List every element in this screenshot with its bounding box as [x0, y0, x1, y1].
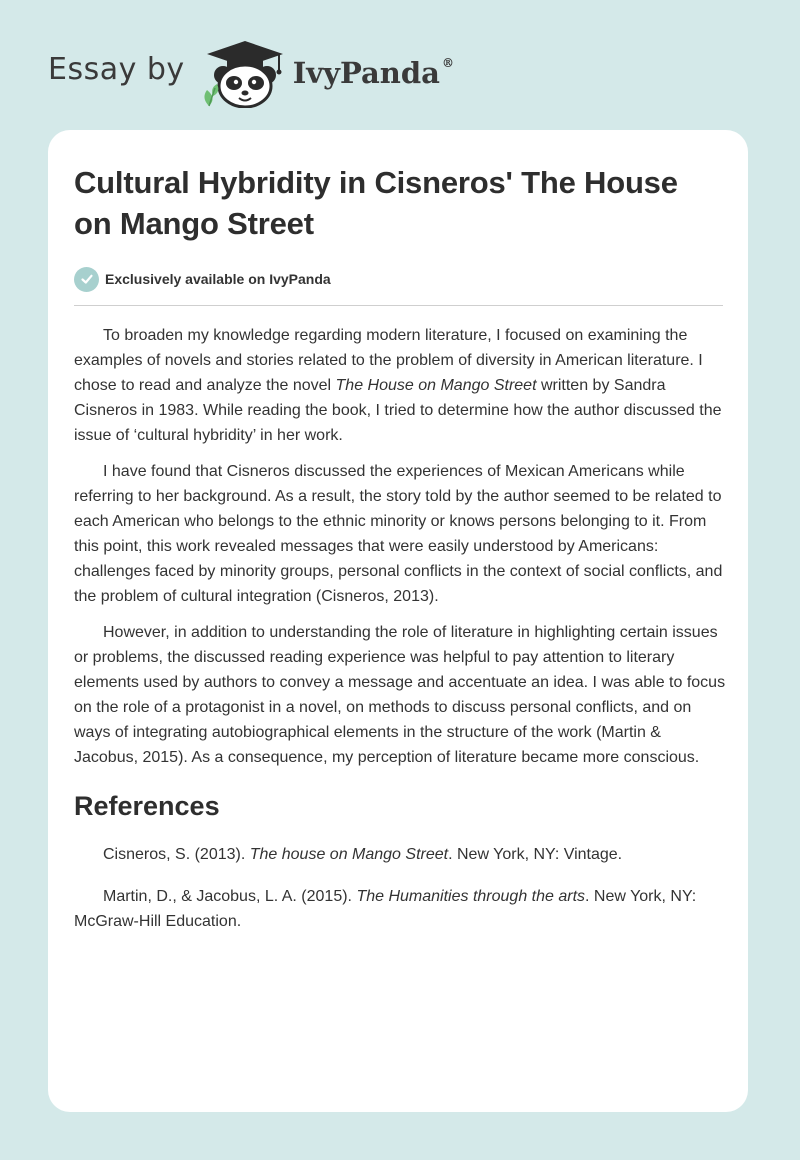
text-segment: Cisneros, S. (2013). — [103, 846, 250, 863]
registered-mark: ® — [441, 56, 454, 70]
title-divider — [74, 305, 723, 306]
italic-title-text: The house on Mango Street — [249, 846, 449, 863]
text-segment: However, in addition to understanding the role of literature in highlighting certain issues or problems, the discussed reading experience was helpful to pay attention to literary elements used by authors to convey a message and accentuate an idea. I was able to focus on the role of a protagonist in a novel, on methods to discuss personal conflicts, and on ways of integrating autobiographical elements in the structure of the work (Martin & Jacobus, 2015). As a consequence, my perception of literature became more conscious. — [74, 624, 726, 766]
references-heading: References — [74, 791, 220, 821]
exclusive-badge — [74, 266, 722, 292]
essay-paragraph — [74, 323, 726, 448]
panda-graduate-logo-icon[interactable] — [199, 38, 291, 108]
checkmark-icon — [74, 267, 99, 292]
text-segment: I have found that Cisneros discussed the experiences of Mexican Americans while referring to her background. As a result, the story told by the author seemed to be related to each American who belongs to the ethnic minority or knows persons belonging to it. From this point, this work revealed messages that were easily understood by Americans: challenges faced by minority groups, personal conflicts in the context of social conflicts, and the problem of cultural integration (Cisneros, 2013). — [74, 463, 723, 605]
reference-item — [74, 842, 726, 867]
essay-title: Cultural Hybridity in Cisneros' The House on Mango Street — [74, 165, 678, 241]
essay-card — [48, 130, 748, 1112]
text-segment: Martin, D., & Jacobus, L. A. (2015). — [103, 888, 357, 905]
text-segment: . New York, NY: McGraw-Hill Education. — [74, 888, 697, 930]
site-header — [48, 38, 454, 108]
text-segment: . New York, NY: Vintage. — [448, 846, 623, 863]
brand-label: IvyPanda — [292, 56, 440, 90]
text-segment: To broaden my knowledge regarding modern literature, I focused on examining the examples of novels and stories related to the problem of diversity in American literature. I chose to read and analyze the novel — [74, 327, 703, 394]
exclusive-label: Exclusively available on IvyPanda — [105, 271, 331, 287]
brand-name[interactable] — [293, 56, 454, 90]
italic-title-text: The Humanities through the arts — [356, 888, 586, 905]
essay-by-label: Essay by — [48, 51, 185, 87]
italic-title-text: The House on Mango Street — [335, 377, 537, 394]
reference-item — [74, 884, 726, 934]
text-segment: written by Sandra Cisneros in 1983. While reading the book, I tried to determine how the author discussed the issue of ‘cultural hybridity’ in her work. — [74, 377, 722, 444]
essay-paragraph — [74, 620, 726, 770]
references-list — [74, 842, 726, 934]
essay-body — [74, 323, 726, 770]
essay-paragraph — [74, 459, 726, 609]
